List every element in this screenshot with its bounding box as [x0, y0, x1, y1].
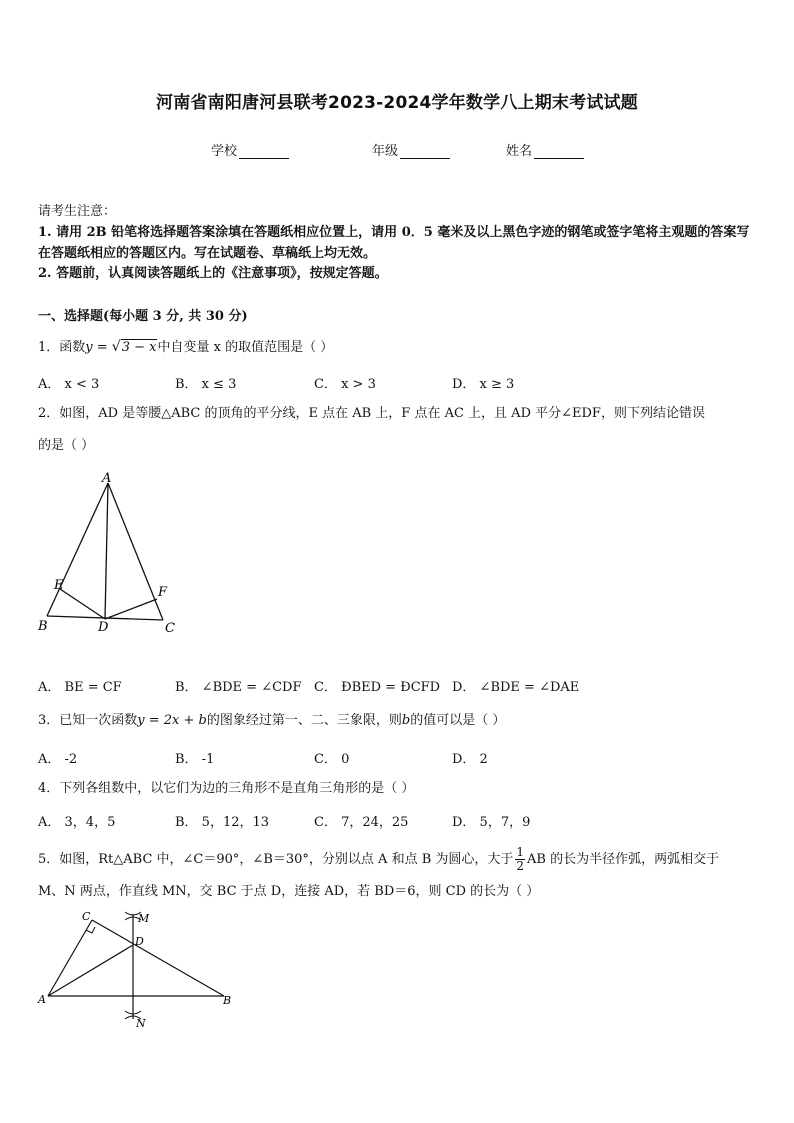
q5-label-n: N: [136, 1017, 146, 1030]
q2-option-c[interactable]: C． ĐBED = ĐCFD: [314, 680, 441, 695]
q3-pre: 3．已知一次函数: [38, 713, 138, 728]
question-4: 4．下列各组数中，以它们为边的三角形不是直角三角形的是（ ）: [38, 781, 415, 796]
q5-label-b: B: [223, 994, 232, 1007]
question-5-line-2: M、N 两点，作直线 MN，交 BC 于点 D，连接 AD，若 BD＝6，则 CD 的长为（ ）: [38, 884, 540, 899]
q1-option-c[interactable]: C． x > 3: [314, 377, 376, 392]
q2-option-a[interactable]: A． BE = CF: [38, 680, 122, 695]
q5-frac-num: 1: [516, 845, 525, 859]
q3-post2: 的值可以是（ ）: [410, 713, 506, 728]
q2-label-e: E: [54, 578, 64, 593]
q5-side-ac: [48, 920, 92, 996]
name-blank[interactable]: [534, 146, 584, 159]
notice-heading: 请考生注意：: [38, 204, 117, 219]
q3-var: b: [401, 713, 411, 728]
q2-label-f: F: [158, 585, 168, 600]
q4-option-a[interactable]: A． 3，4，5: [38, 815, 116, 830]
q1-pre: 1．函数: [38, 340, 86, 355]
q3-post: 的图象经过第一、二、三象限，则: [206, 713, 402, 728]
name-label: 姓名: [506, 144, 533, 159]
q5-segment-ad: [48, 945, 133, 996]
q5-fraction: [515, 846, 525, 873]
question-2-line-2: 的是（ ）: [38, 438, 95, 453]
school-label: 学校: [211, 144, 238, 159]
q2-label-d: D: [98, 620, 109, 635]
page-title: 河南省南阳唐河县联考2023-2024学年数学八上期末考试试题: [156, 93, 638, 113]
q4-option-b[interactable]: B． 5，12，13: [175, 815, 270, 830]
q5-pre: 5．如图，Rt△ABC 中，∠C＝90°，∠B＝30°，分别以点 A 和点 B 为圆心，大于: [38, 852, 514, 867]
q5-label-m: M: [138, 912, 150, 925]
q5-label-d: D: [135, 935, 144, 948]
section-heading: 一、选择题(每小题 3 分, 共 30 分): [38, 309, 248, 324]
q4-option-c[interactable]: C． 7，24，25: [314, 815, 409, 830]
school-blank[interactable]: [239, 146, 289, 159]
q1-formula-y: y =: [85, 340, 112, 355]
q3-option-c[interactable]: C． 0: [314, 752, 350, 767]
q2-triangle-figure: [34, 468, 184, 638]
q3-formula: y = 2x + b: [137, 713, 207, 728]
q1-post: 中自变量 x 的取值范围是（ ）: [157, 340, 334, 355]
q2-side-ab: [47, 483, 108, 616]
q2-option-b[interactable]: B． ∠BDE = ∠CDF: [175, 680, 302, 695]
q2-label-a: A: [102, 471, 112, 486]
question-1: 1．函数y = √3 − x中自变量 x 的取值范围是（ ）: [38, 339, 334, 355]
q1-formula-sqrt: 3 − x: [121, 340, 157, 355]
question-2-line-1: 2．如图，AD 是等腰△ABC 的顶角的平分线，E 点在 AB 上，F 点在 AC 上，且 AD 平分∠EDF，则下列结论错误: [38, 406, 705, 421]
q2-segment-ad: [105, 483, 108, 619]
q5-label-c: C: [82, 910, 91, 923]
q3-option-b[interactable]: B． -1: [175, 752, 215, 767]
grade-field[interactable]: [372, 140, 450, 159]
grade-label: 年级: [372, 144, 399, 159]
q3-option-d[interactable]: D． 2: [452, 752, 488, 767]
grade-blank[interactable]: [400, 146, 450, 159]
notice-item-2: 2. 答题前，认真阅读答题纸上的《注意事项》，按规定答题。: [38, 266, 388, 281]
q2-segment-de: [60, 589, 105, 619]
q2-segment-df: [105, 599, 157, 619]
q5-triangle-figure: [34, 906, 244, 1032]
q1-option-a[interactable]: A． x < 3: [38, 377, 100, 392]
name-field[interactable]: [506, 140, 584, 159]
q1-option-b[interactable]: B． x ≤ 3: [175, 377, 237, 392]
q1-option-d[interactable]: D． x ≥ 3: [452, 377, 515, 392]
notice-item-1: 1. 请用 2B 铅笔将选择题答案涂填在答题纸相应位置上，请用 0．5 毫米及以上黑色字迹的钢笔或签字笔将主观题的答案写在答题纸相应的答题区内。写在试题卷、草稿纸上均无效。: [38, 225, 750, 261]
q5-label-a: A: [38, 993, 46, 1006]
question-3: [38, 711, 505, 731]
q5-post: AB 的长为半径作弧，两弧相交于: [527, 852, 720, 867]
q2-label-b: B: [38, 619, 48, 634]
q5-frac-den: 2: [516, 859, 525, 873]
q2-option-d[interactable]: D． ∠BDE = ∠DAE: [452, 680, 580, 695]
q3-option-a[interactable]: A． -2: [38, 752, 78, 767]
q2-label-c: C: [165, 621, 175, 636]
question-5-line-1: [38, 846, 719, 873]
q4-option-d[interactable]: D． 5，7，9: [452, 815, 531, 830]
school-field[interactable]: [211, 140, 289, 159]
